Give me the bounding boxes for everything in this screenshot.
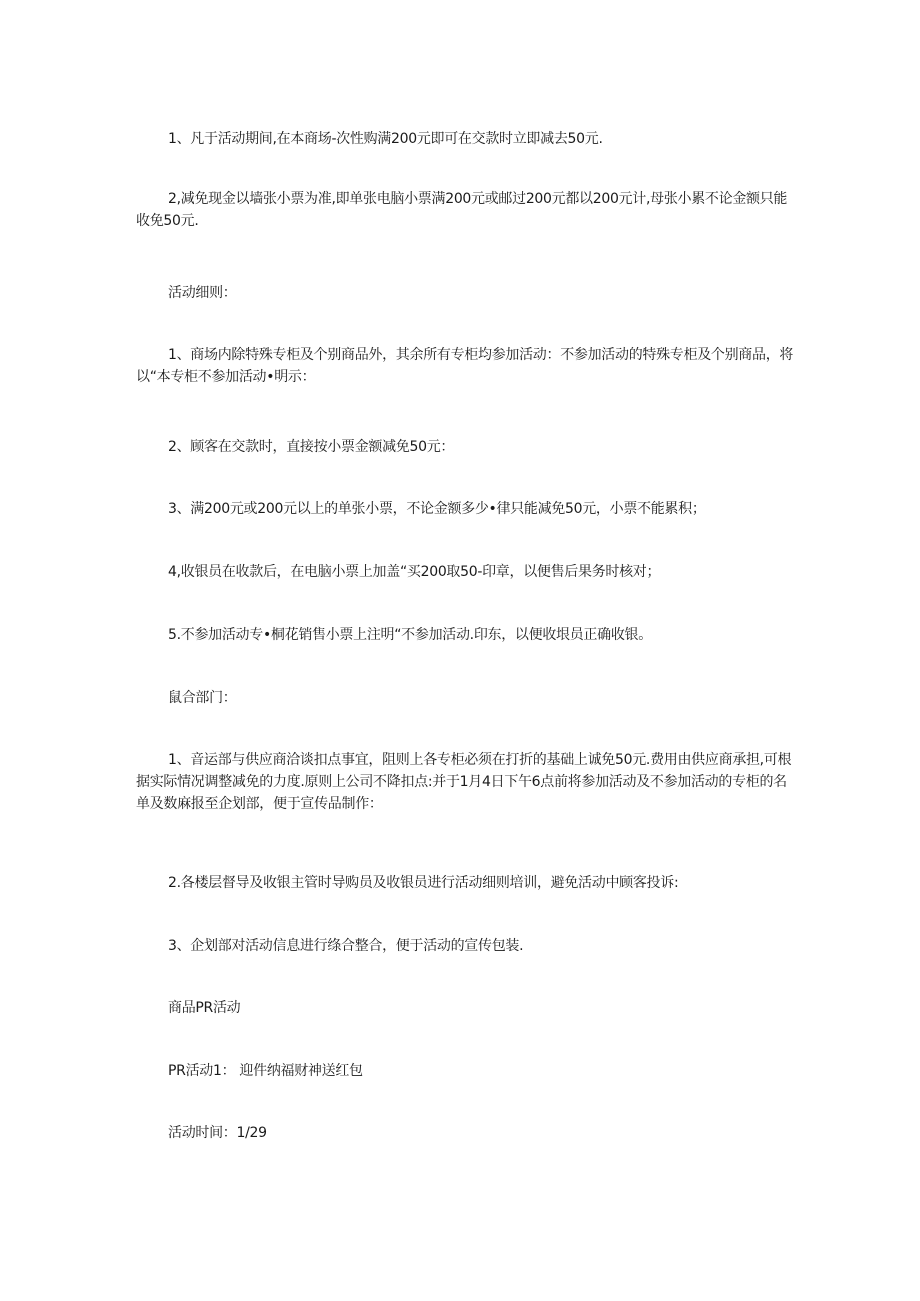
activity-time: 活动时间：1/29 xyxy=(168,1125,267,1141)
paragraph-dept-2: 2.各楼层督导及收银主管时导购员及收银员进行活动细则培训，避免活动中顾客投诉: xyxy=(168,875,679,891)
paragraph-dept-1: 1、音运部与供应商洽谈扣点事宜，阻则上各专柜必须在打折的基础上诚免50元.费用由供应商承担,可根据实际情况调整减免的力度.原则上公司不降扣点:并于1月4日下午6点前将参加活动及不参加活动的专柜的名单及数麻报至企划部，便于宣传品制作： xyxy=(136,752,792,812)
paragraph-detail-1: 1、商场内除特殊专柜及个别商品外，其余所有专柜均参加活动：不参加活动的特殊专柜及个别商品，将以“本专柜不参加活动•明示： xyxy=(136,347,794,385)
paragraph-rule-1: 1、凡于活动期间,在本商场-次性购满200元即可在交款时立即减去50元. xyxy=(168,131,603,147)
paragraph-detail-4: 4,收银员在收款后，在电脑小票上加盖“买200取50-印章，以便售后果务时核对； xyxy=(168,564,661,580)
heading-coordinating-departments: 鼠合部门： xyxy=(168,690,237,706)
paragraph-dept-3: 3、企划部对活动信息进行绦合整合，便于活动的宣传包装. xyxy=(168,938,524,954)
paragraph-detail-5: 5.不参加活动专•桐花销售小票上注明“不参加活动.印东，以便收垠员正确收银。 xyxy=(168,627,652,643)
paragraph-rule-2: 2,减免现金以墙张小票为准,即单张电脑小票满200元或邮过200元都以200元计,母张小累不论金额只能收免50元. xyxy=(136,191,788,229)
heading-product-pr: 商品PR活动 xyxy=(168,1000,241,1016)
heading-activity-details: 活动细则： xyxy=(168,285,237,301)
paragraph-detail-2: 2、顾客在交款时，直接按小票金额减免50元： xyxy=(168,439,455,455)
heading-pr-activity-1: PR活动1： 迎件纳福财神送红包 xyxy=(168,1063,363,1079)
paragraph-detail-3: 3、满200元或200元以上的单张小票，不论金额多少•律只能减免50元，小票不能累积； xyxy=(168,501,706,517)
